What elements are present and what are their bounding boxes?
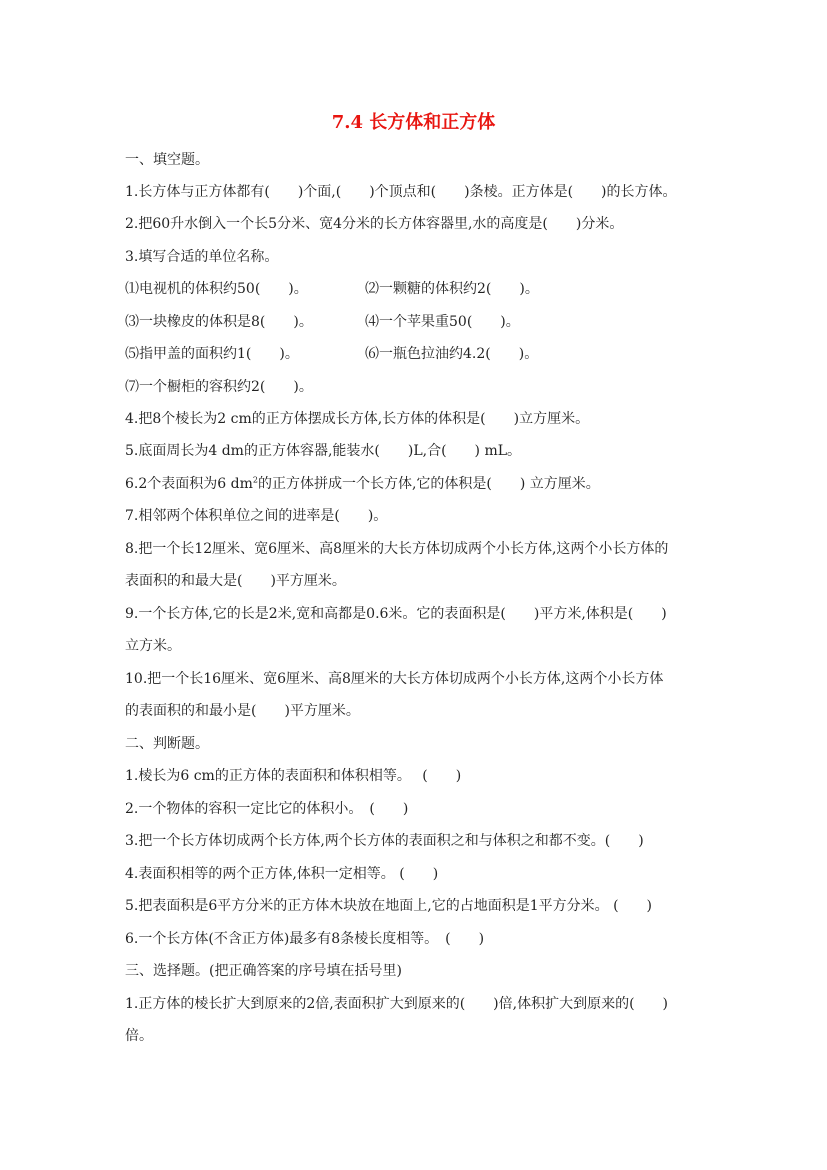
fill-question-3-item-3: ⑶一块橡皮的体积是8( )。 [125, 314, 313, 330]
fill-question-1: 1.长方体与正方体都有( )个面,( )个顶点和( )条棱。正方体是( )的长方体。 [125, 184, 677, 200]
fill-question-2: 2.把60升水倒入一个长5分米、宽4分米的长方体容器里,水的高度是( )分米。 [125, 216, 624, 232]
fill-question-3-item-4: ⑷一个苹果重50( )。 [365, 314, 520, 330]
page-title: 7.4 长方体和正方体 [331, 112, 496, 133]
fill-question-8-line-2: 表面积的和最大是( )平方厘米。 [125, 573, 346, 589]
section-heading-judge: 二、判断题。 [125, 736, 209, 752]
fill-question-9-line-1: 9.一个长方体,它的长是2米,宽和高都是0.6米。它的表面积是( )平方米,体积是( ) [125, 606, 667, 622]
fill-question-6-superscript: 2 [252, 475, 258, 485]
fill-question-3-item-7: ⑺一个橱柜的容积约2( )。 [125, 379, 313, 395]
judge-question-2: 2.一个物体的容积一定比它的体积小。 ( ) [125, 801, 409, 817]
fill-question-3: 3.填写合适的单位名称。 [125, 249, 279, 265]
fill-question-6-part-b: 的正方体拼成一个长方体,它的体积是( ) 立方厘米。 [257, 476, 600, 492]
fill-question-8-line-1: 8.把一个长12厘米、宽6厘米、高8厘米的大长方体切成两个小长方体,这两个小长方体的 [125, 541, 669, 557]
fill-question-3-item-1: ⑴电视机的体积约50( )。 [125, 281, 308, 297]
fill-question-3-row-2 [125, 313, 725, 331]
choice-question-1-line-2: 倍。 [125, 1028, 153, 1044]
judge-question-4: 4.表面积相等的两个正方体,体积一定相等。 ( ) [125, 866, 439, 882]
fill-question-4: 4.把8个棱长为2 cm的正方体摆成长方体,长方体的体积是( )立方厘米。 [125, 411, 590, 427]
judge-question-5: 5.把表面积是6平方分米的正方体木块放在地面上,它的占地面积是1平方分米。 ( ) [125, 898, 652, 914]
fill-question-7: 7.相邻两个体积单位之间的进率是( )。 [125, 508, 388, 524]
fill-question-5: 5.底面周长为4 dm的正方体容器,能装水( )L,合( ) mL。 [125, 443, 522, 459]
fill-question-3-item-2: ⑵一颗糖的体积约2( )。 [365, 281, 539, 297]
section-heading-fill: 一、填空题。 [125, 152, 209, 168]
fill-question-9-line-2: 立方米。 [125, 638, 181, 654]
fill-question-3-item-5: ⑸指甲盖的面积约1( )。 [125, 346, 299, 362]
fill-question-6-part-a: 6.2个表面积为6 dm [125, 476, 253, 492]
section-heading-choice: 三、选择题。(把正确答案的序号填在括号里) [125, 963, 402, 979]
judge-question-3: 3.把一个长方体切成两个长方体,两个长方体的表面积之和与体积之和都不变。( ) [125, 833, 644, 849]
fill-question-6 [125, 475, 725, 493]
choice-question-1-line-1: 1.正方体的棱长扩大到原来的2倍,表面积扩大到原来的( )倍,体积扩大到原来的( ) [125, 996, 669, 1012]
judge-question-1: 1.棱长为6 cm的正方体的表面积和体积相等。 ( ) [125, 768, 462, 784]
fill-question-3-item-6: ⑹一瓶色拉油约4.2( )。 [365, 346, 539, 362]
judge-question-6: 6.一个长方体(不含正方体)最多有8条棱长度相等。 ( ) [125, 931, 485, 947]
fill-question-10-line-2: 的表面积的和最小是( )平方厘米。 [125, 703, 360, 719]
fill-question-10-line-1: 10.把一个长16厘米、宽6厘米、高8厘米的大长方体切成两个小长方体,这两个小长方体 [125, 671, 664, 687]
fill-question-3-row-3 [125, 345, 725, 363]
fill-question-3-row-1 [125, 280, 725, 298]
